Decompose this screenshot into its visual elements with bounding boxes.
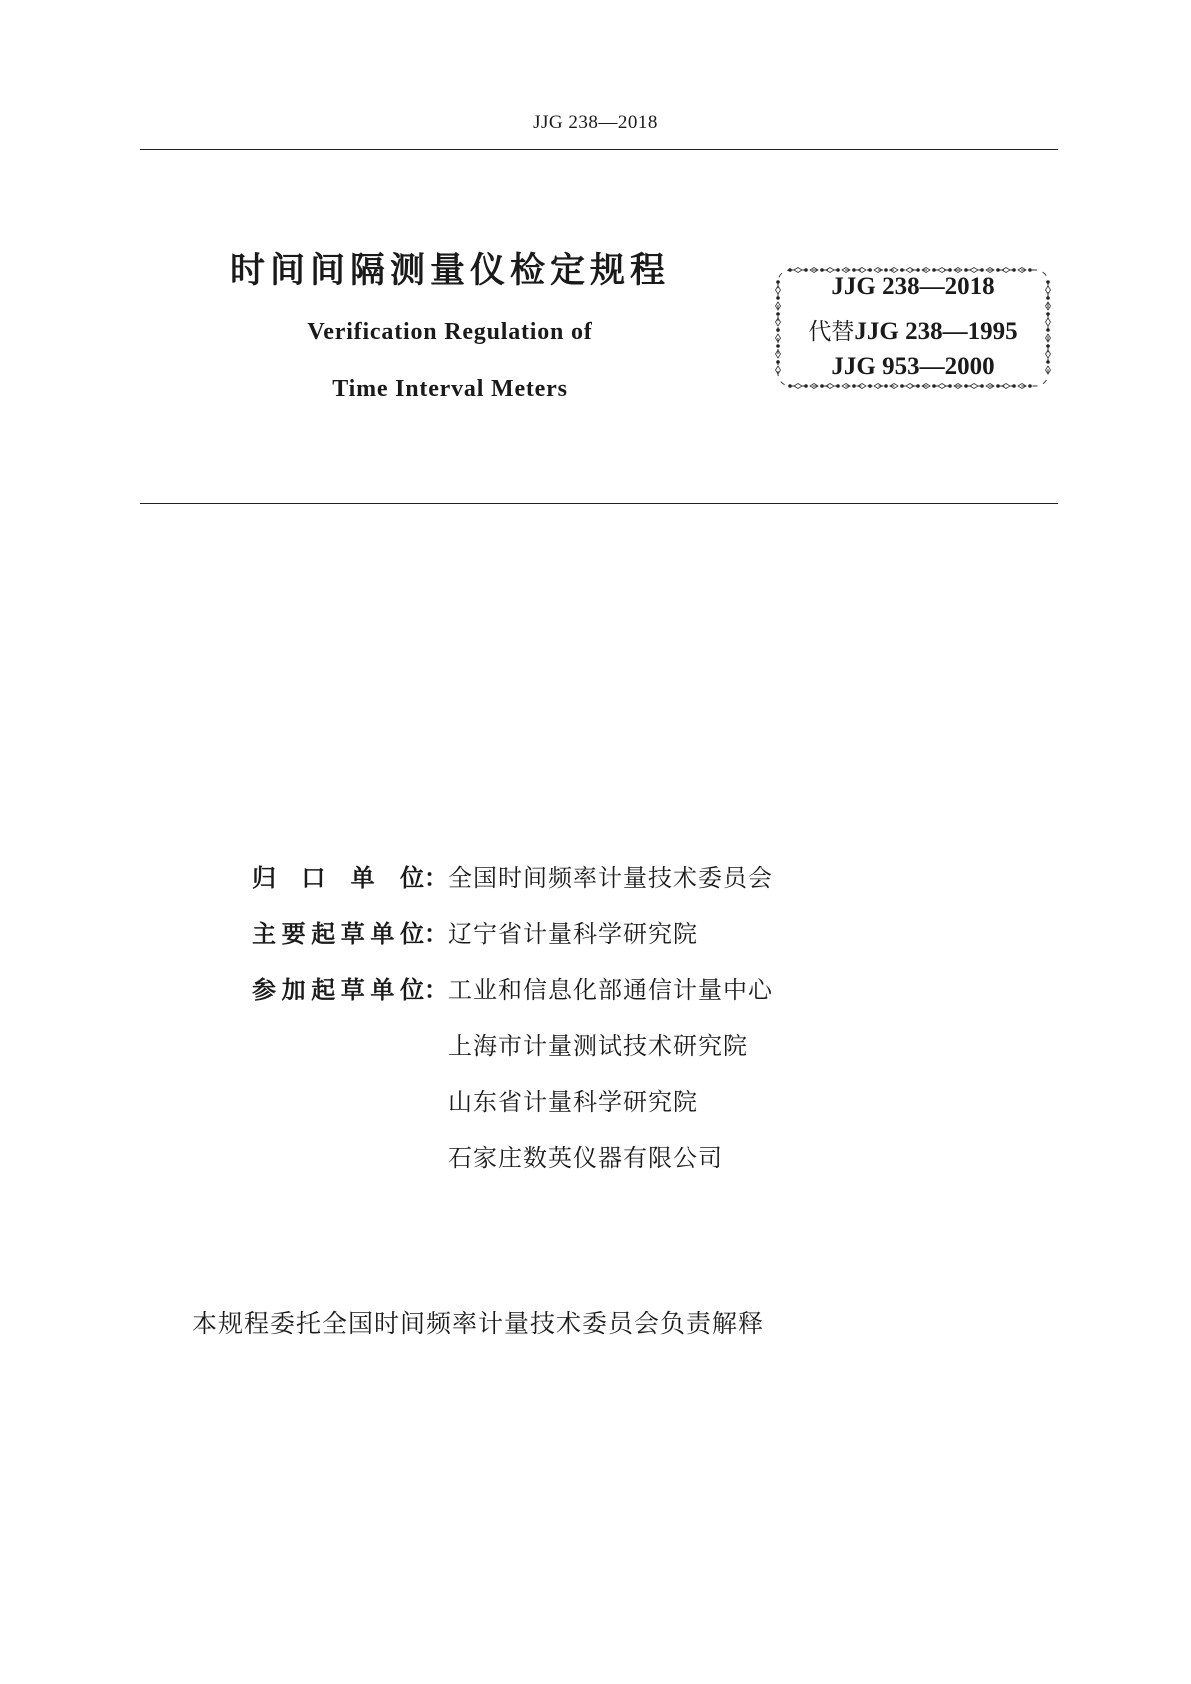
- replaces-code-2: JJG 953—2000: [831, 353, 995, 380]
- interpretation-note: 本规程委托全国时间频率计量技术委员会负责解释: [192, 1309, 765, 1338]
- standard-number-box: [774, 266, 1052, 390]
- main-drafter-label: 主 要 起 草 单 位：: [252, 920, 448, 948]
- participating-drafter-label: 参 加 起 草 单 位：: [252, 976, 448, 1004]
- standard-code: JJG 238—2018: [831, 273, 995, 300]
- running-head: JJG 238—2018: [533, 112, 658, 133]
- replaces-line: [774, 313, 1052, 346]
- header-rule: [140, 149, 1058, 150]
- main-drafter-value: 辽宁省计量科学研究院: [448, 920, 698, 948]
- participating-drafter-value-1: 工业和信息化部通信计量中心: [448, 976, 773, 1004]
- title-rule: [140, 503, 1058, 504]
- responsible-unit-value: 全国时间频率计量技术委员会: [448, 864, 773, 892]
- replaces-code-1: JJG 238—1995: [854, 318, 1018, 345]
- participating-drafter-value-4: 石家庄数英仪器有限公司: [448, 1144, 723, 1172]
- replaces-label: 代替: [808, 319, 855, 345]
- title-chinese: 时间间隔测量仪检定规程: [229, 251, 670, 291]
- participating-drafter-value-3: 山东省计量科学研究院: [448, 1088, 698, 1116]
- responsible-unit-label: 归 口 单 位：: [252, 864, 448, 892]
- title-english-line1: Verification Regulation of: [307, 319, 593, 345]
- title-english-line2: Time Interval Meters: [332, 376, 568, 402]
- participating-drafter-value-2: 上海市计量测试技术研究院: [448, 1032, 748, 1060]
